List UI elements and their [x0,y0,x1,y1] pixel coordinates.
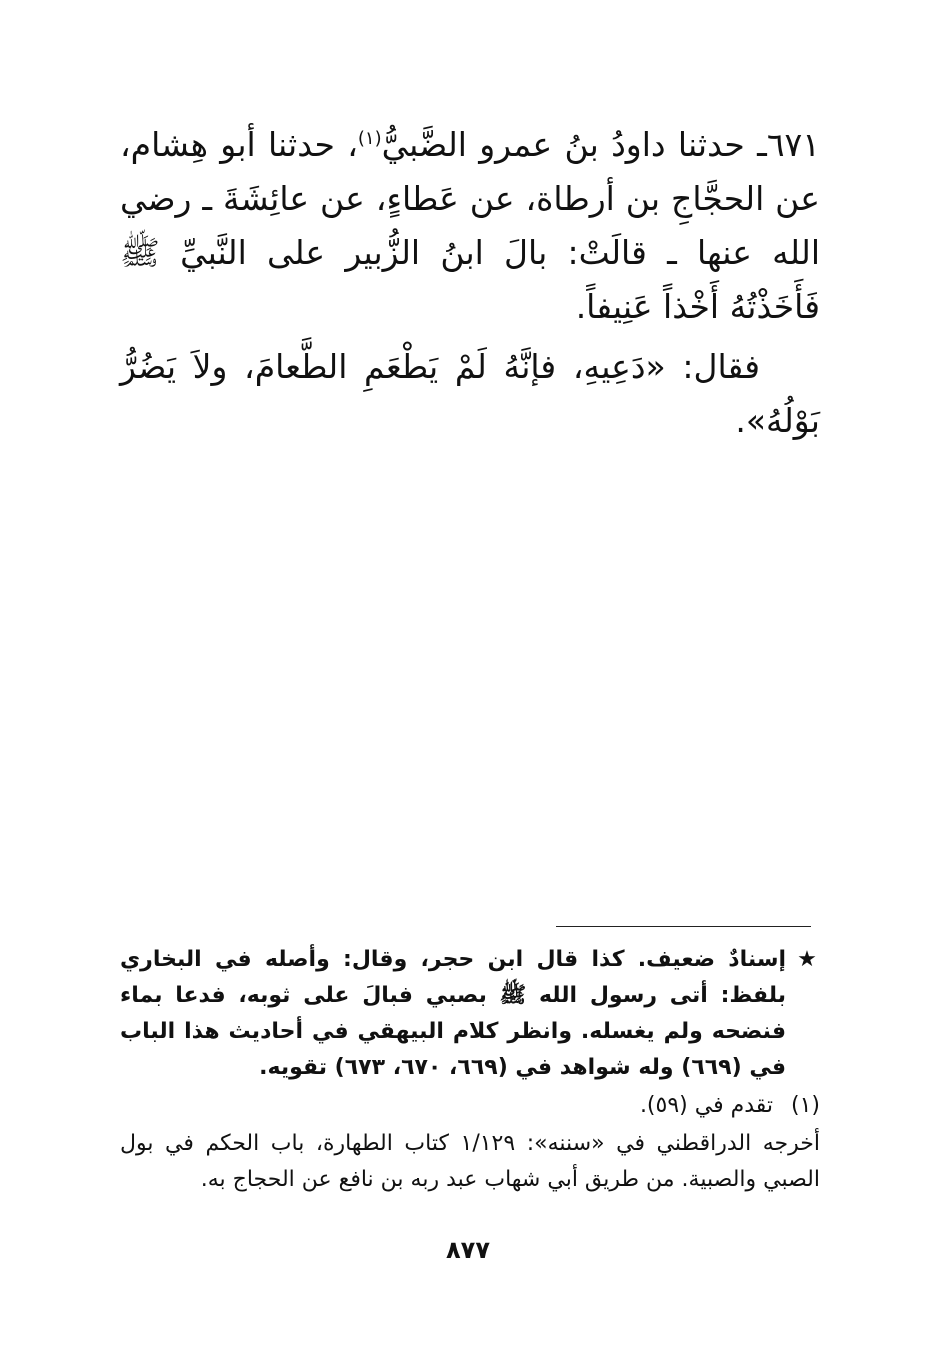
footnote-grading [120,942,820,1086]
hadith-number: ٦٧١ [766,125,820,164]
hadith-chain-start: ـ حدثنا داودُ بنُ عمرو الضَّبيُّ [381,125,767,164]
footnote-source: أخرجه الدراقطني في «سننه»: ١/١٢٩ كتاب الطهارة، باب الحكم في بول الصبي والصبية. من طريق أبي شهاب عبد ربه بن نافع عن الحجاج به. [120,1131,820,1192]
hadith-saying: فقال: «دَعِيهِ، فإنَّهُ لَمْ يَطْعَمِ الطَّعامَ، ولاَ يَضُرُّ بَوْلُهُ». [120,347,820,440]
footnote-grading-text: إسنادٌ ضعيف. كذا قال ابن حجر، وقال: وأصله في البخاري بلفظ: أتى رسول الله ﷺ بصبي فبالَ على ثوبه، فدعا بماء فنضحه ولم يغسله. وانظر كلام البيهقي في أحاديث هذا الباب في (٦٦٩) وله شواهد في (٦٦٩، ٦٧٠، ٦٧٣) تقويه. [120,947,786,1080]
page-number: ٨٧٧ [446,1236,490,1264]
footnote-1 [120,1088,820,1124]
hadith-block [120,112,820,448]
footnote-1-text: تقدم في (٥٩). [639,1093,773,1118]
footnotes-block [120,942,820,1198]
star-icon: ★ [797,947,817,972]
footnote-reference: (١) [357,128,382,149]
hadith-chain [120,112,820,334]
footnote-divider [556,926,811,927]
hadith-chain-rest: ، حدثنا أبو هِشام، عن الحجَّاجِ بن أرطاة، عن عَطاءٍ، عن عائِشَةَ ـ رضي الله عنها ـ قالَتْ: بالَ ابنُ الزُّبير على النَّبيِّ ﷺ فَأَخَذْتُهُ أَخْذاً عَنِيفاً. [120,125,820,326]
footnote-1-marker: (١) [790,1093,820,1118]
